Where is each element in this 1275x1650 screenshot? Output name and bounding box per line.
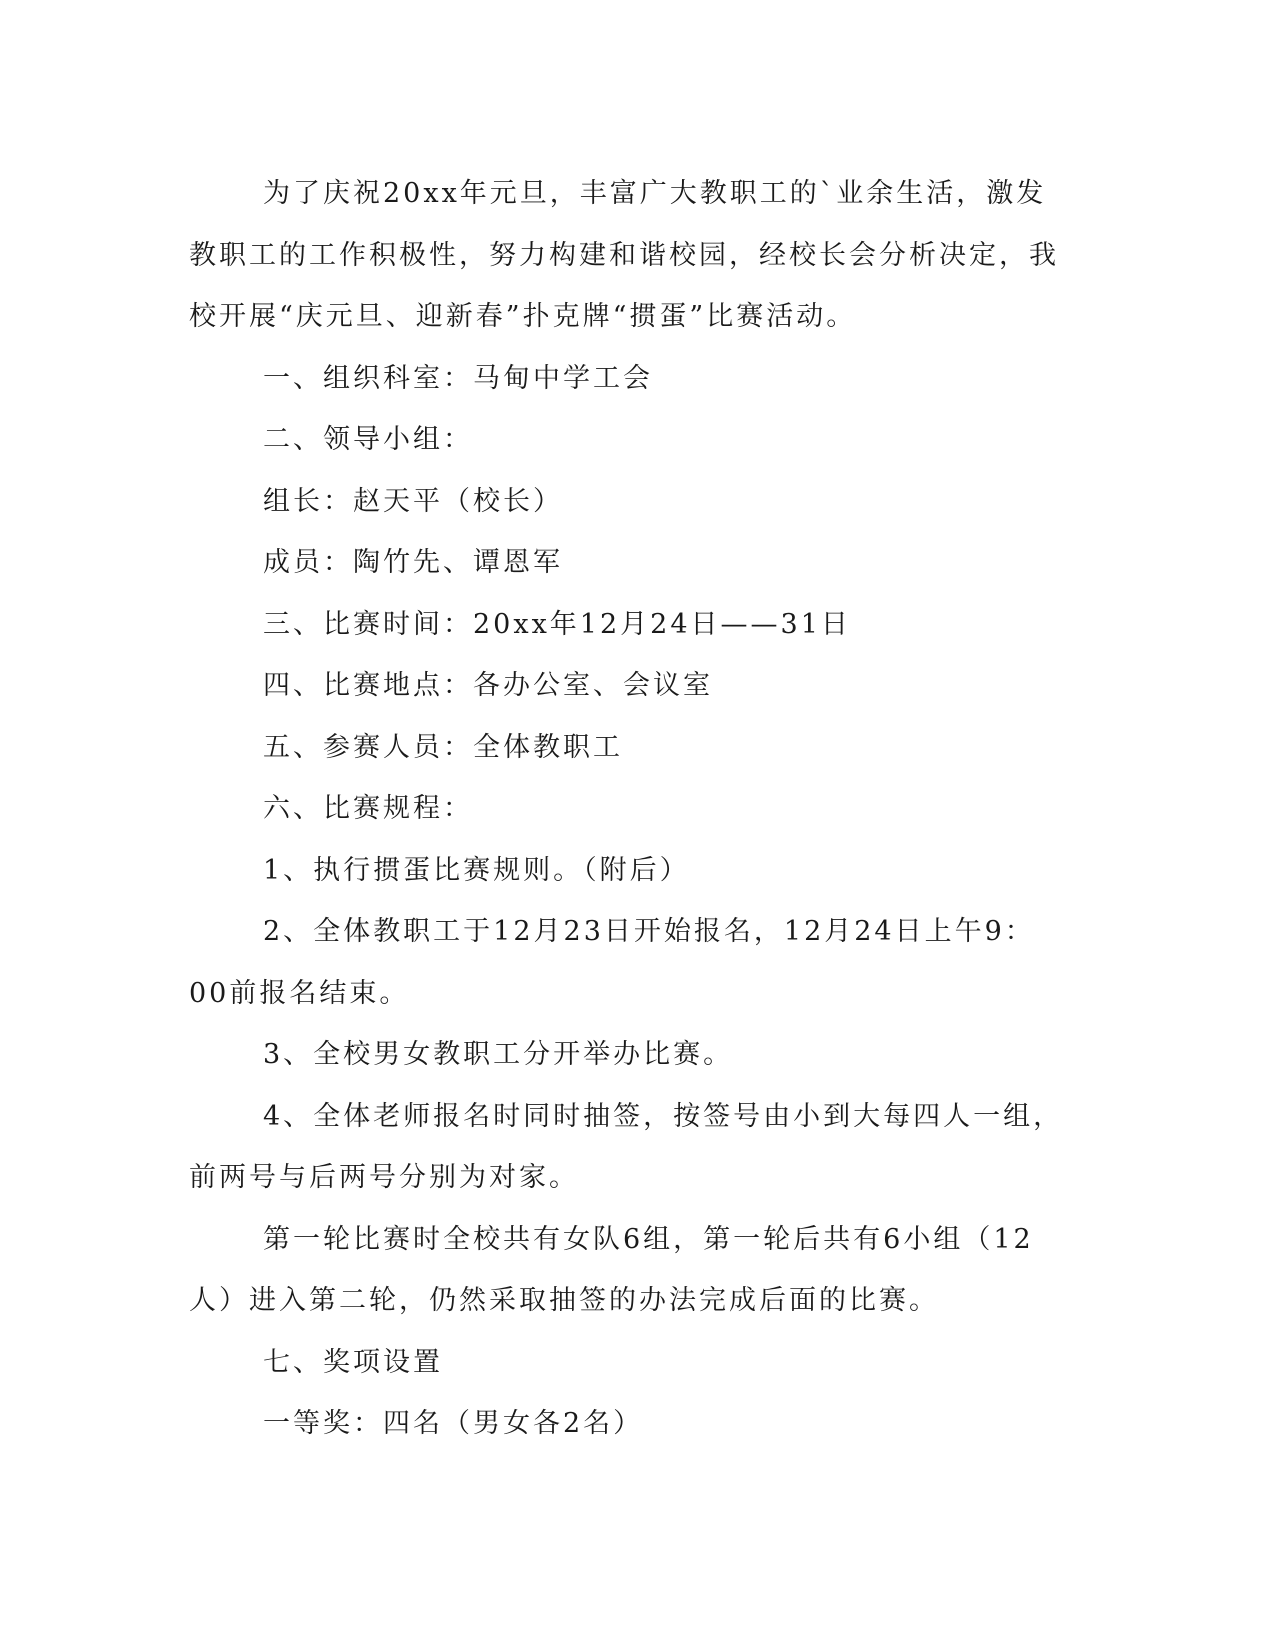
- awards-heading: 七、奖项设置: [263, 1346, 443, 1378]
- rules-heading: 六、比赛规程：: [263, 793, 473, 824]
- rule-3: 3、全校男女教职工分开举办比赛。: [263, 1039, 734, 1070]
- members-line: 成员：陶竹先、谭恩军: [263, 547, 563, 578]
- participants-line: 五、参赛人员：全体教职工: [263, 731, 623, 763]
- rule-1: 1、执行掼蛋比赛规则。（附后）: [263, 854, 690, 886]
- first-prize-line: 一等奖：四名（男女各2名）: [263, 1408, 644, 1439]
- rule-2: 2、全体教职工于12月23日开始报名，12月24日上午9：00前报名结束。: [189, 916, 1035, 1009]
- organizer-line: 一、组织科室：马甸中学工会: [263, 362, 653, 394]
- round-note: 第一轮比赛时全校共有女队6组，第一轮后共有6小组（12人）进入第二轮，仍然采取抽签的办法完成后面的比赛。: [189, 1223, 1034, 1316]
- leadership-heading: 二、领导小组：: [263, 424, 473, 455]
- leader-line: 组长：赵天平（校长）: [263, 485, 563, 517]
- time-line: 三、比赛时间：20xx年12月24日——31日: [263, 608, 851, 640]
- intro-paragraph: 为了庆祝20xx年元旦，丰富广大教职工的`业余生活，激发教职工的工作积极性，努力构建和谐校园，经校长会分析决定，我校开展“庆元旦、迎新春”扑克牌“掼蛋”比赛活动。: [189, 178, 1059, 332]
- rule-4: 4、全体老师报名时同时抽签，按签号由小到大每四人一组，前两号与后两号分别为对家。: [189, 1100, 1064, 1193]
- location-line: 四、比赛地点：各办公室、会议室: [263, 670, 713, 701]
- document-body: [189, 163, 1075, 1455]
